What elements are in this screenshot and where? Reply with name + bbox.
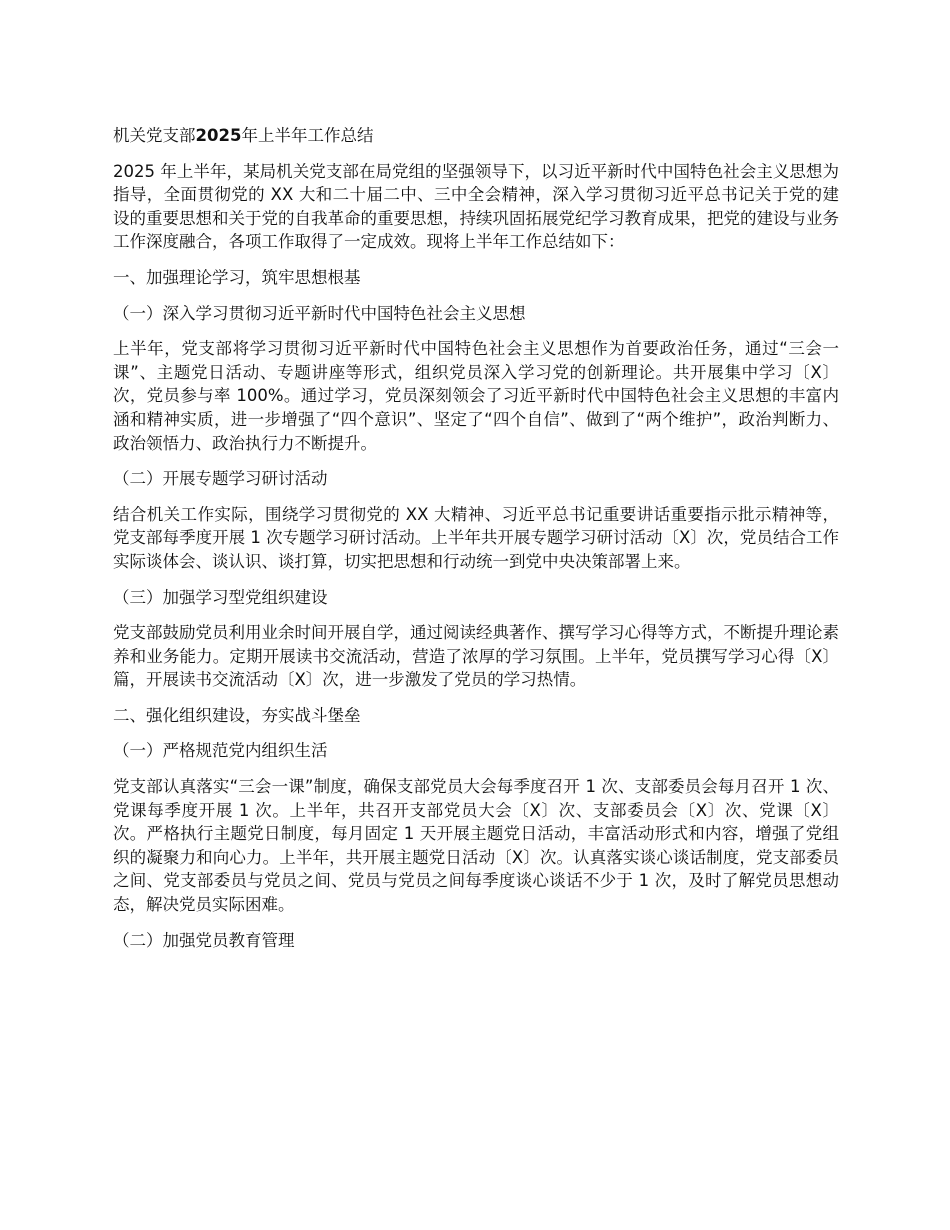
section1-sub1-body: 上半年，党支部将学习贯彻习近平新时代中国特色社会主义思想作为首要政治任务，通过“三会一课”、主题党日活动、专题讲座等形式，组织党员深入学习党的创新理论。共开展集中学习〔X〕次，党员参与率 100%。通过学习，党员深刻领会了习近平新时代中国特色社会主义思想的丰富内涵和精神实质，进一步增强了“四个意识”、坚定了“四个自信”、做到了“两个维护”，政治判断力、政治领悟力、政治执行力不断提升。	[113, 339, 839, 453]
title-suffix: 年上半年工作总结	[241, 126, 374, 145]
section1-sub2-body: 结合机关工作实际，围绕学习贯彻党的 XX 大精神、习近平总书记重要讲话重要指示批示精神等，党支部每季度开展 1 次专题学习研讨活动。上半年共开展专题学习研讨活动〔X〕次，党员结合工作实际谈体会、谈认识、谈打算，切实把思想和行动统一到党中央决策部署上来。	[113, 504, 839, 571]
document-title	[113, 124, 839, 148]
section2-sub1-heading: （一）严格规范党内组织生活	[113, 741, 328, 761]
section1-sub2-heading: （二）开展专题学习研讨活动	[113, 469, 328, 489]
section1-heading: 一、加强理论学习，筑牢思想根基	[113, 267, 361, 287]
intro-paragraph: 2025 年上半年，某局机关党支部在局党组的坚强领导下，以习近平新时代中国特色社会主义思想为指导，全面贯彻党的 XX 大和二十届二中、三中全会精神，深入学习贯彻习近平总书记关于党的建设的重要思想和关于党的自我革命的重要思想，持续巩固拓展党纪学习教育成果，把党的建设与业务工作深度融合，各项工作取得了一定成效。现将上半年工作总结如下：	[113, 161, 839, 252]
title-year: 2025	[195, 126, 242, 145]
section1-sub3-body: 党支部鼓励党员利用业余时间开展自学，通过阅读经典著作、撰写学习心得等方式，不断提升理论素养和业务能力。定期开展读书交流活动，营造了浓厚的学习氛围。上半年，党员撰写学习心得〔X〕篇，开展读书交流活动〔X〕次，进一步激发了党员的学习热情。	[113, 623, 839, 690]
section2-heading: 二、强化组织建设，夯实战斗堡垒	[113, 705, 361, 725]
title-prefix: 机关党支部	[113, 126, 196, 145]
section1-sub1-heading: （一）深入学习贯彻习近平新时代中国特色社会主义思想	[113, 303, 526, 323]
document-page	[113, 124, 839, 964]
section1-sub3-heading: （三）加强学习型党组织建设	[113, 587, 328, 607]
section2-sub2-heading: （二）加强党员教育管理	[113, 930, 295, 950]
section2-sub1-body: 党支部认真落实“三会一课”制度，确保支部党员大会每季度召开 1 次、支部委员会每月召开 1 次、党课每季度开展 1 次。上半年，共召开支部党员大会〔X〕次、支部委员会〔X〕次、党课〔X〕次。严格执行主题党日制度，每月固定 1 天开展主题党日活动，丰富活动形式和内容，增强了党组织的凝聚力和向心力。上半年，共开展主题党日活动〔X〕次。认真落实谈心谈话制度，党支部委员之间、党支部委员与党员之间、党员与党员之间每季度谈心谈话不少于 1 次，及时了解党员思想动态，解决党员实际困难。	[113, 777, 839, 915]
